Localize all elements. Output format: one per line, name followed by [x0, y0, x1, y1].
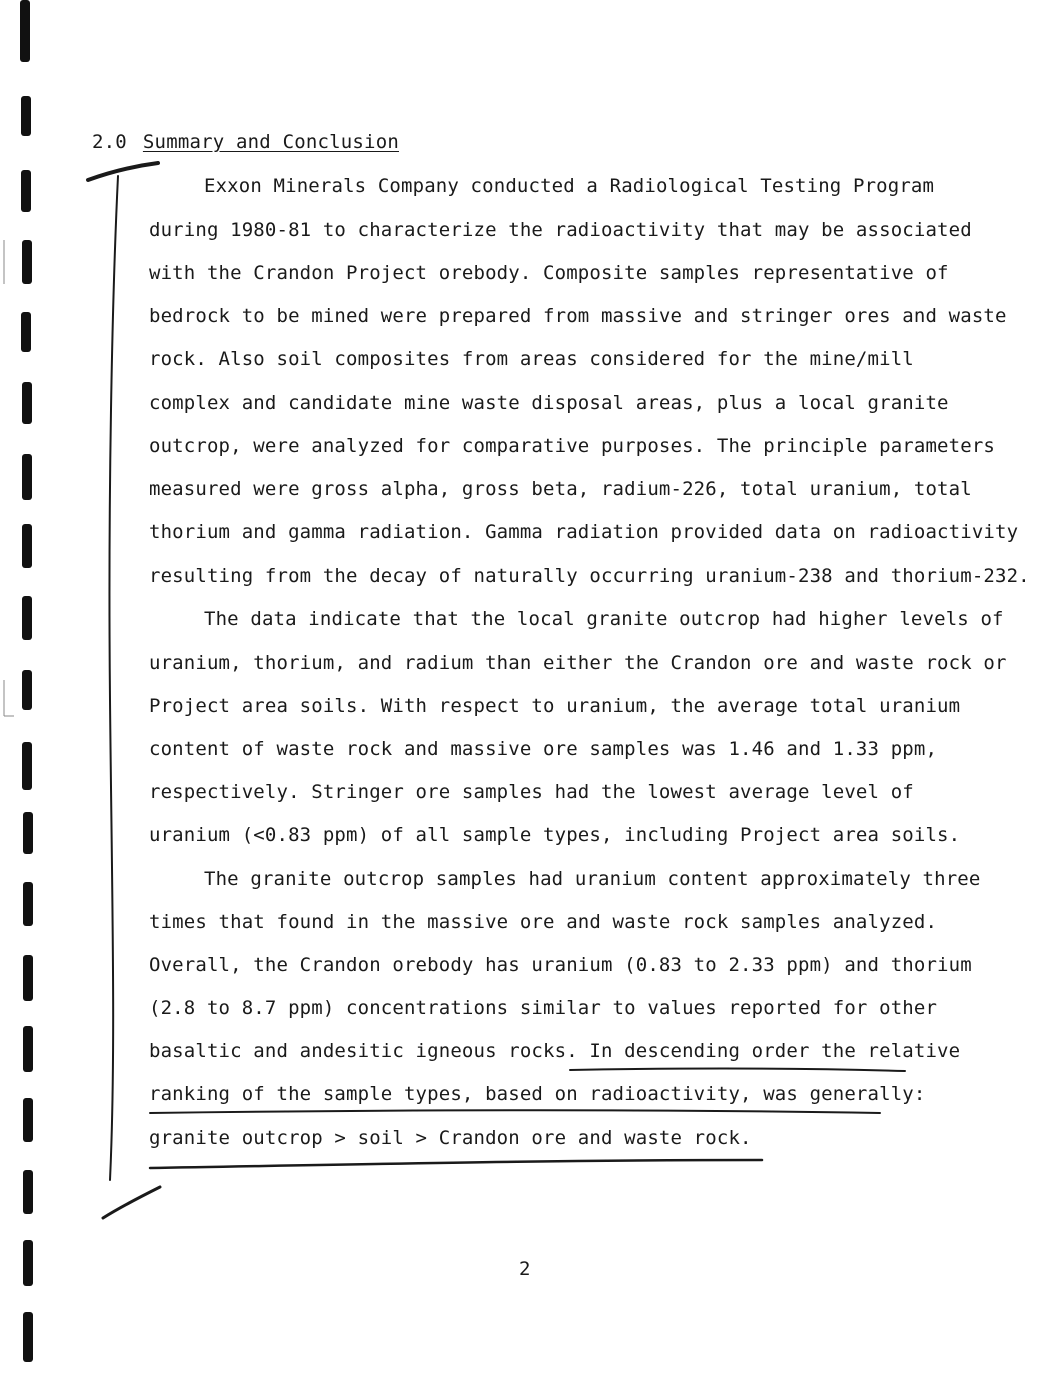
paragraph-line: uranium (<0.83 ppm) of all sample types, including Project area soils. — [149, 824, 961, 846]
paragraph-line: Overall, the Crandon orebody has uranium (0.83 to 2.33 ppm) and thorium — [149, 954, 972, 976]
paragraph-line: rock. Also soil composites from areas considered for the mine/mill — [149, 348, 914, 370]
paragraph-line: Project area soils. With respect to uranium, the average total uranium — [149, 695, 961, 717]
paragraph-line: ranking of the sample types, based on radioactivity, was generally: — [149, 1083, 926, 1105]
paragraph-line: basaltic and andesitic igneous rocks. In descending order the relative — [149, 1040, 961, 1062]
paragraph-line: bedrock to be mined were prepared from massive and stringer ores and waste — [149, 305, 1007, 327]
paragraph-line: uranium, thorium, and radium than either the Crandon ore and waste rock or — [149, 652, 1007, 674]
paragraph-line: times that found in the massive ore and waste rock samples analyzed. — [149, 911, 938, 933]
paragraph-line: resulting from the decay of naturally occurring uranium-238 and thorium-232. — [149, 565, 1030, 587]
paragraph-line: content of waste rock and massive ore samples was 1.46 and 1.33 ppm, — [149, 738, 938, 760]
paragraph-line: The data indicate that the local granite outcrop had higher levels of — [204, 608, 1004, 630]
paragraph-line: measured were gross alpha, gross beta, radium-226, total uranium, total — [149, 478, 972, 500]
section-heading — [92, 131, 399, 153]
section-title: Summary and Conclusion — [142, 131, 399, 153]
paragraph-line: complex and candidate mine waste disposal areas, plus a local granite — [149, 392, 949, 414]
paragraph-line: The granite outcrop samples had uranium content approximately three — [204, 868, 981, 890]
paragraph-line: outcrop, were analyzed for comparative purposes. The principle parameters — [149, 435, 995, 457]
paragraph-line: during 1980-81 to characterize the radioactivity that may be associated — [149, 219, 972, 241]
binder-marks — [0, 0, 60, 1380]
paragraph-line: thorium and gamma radiation. Gamma radiation provided data on radioactivity — [149, 521, 1019, 543]
section-number: 2.0 — [92, 131, 127, 153]
page-number: 2 — [519, 1258, 531, 1280]
paragraph-line: respectively. Stringer ore samples had the lowest average level of — [149, 781, 914, 803]
paragraph-line: granite outcrop > soil > Crandon ore and waste rock. — [149, 1127, 752, 1149]
paragraph-line: with the Crandon Project orebody. Composite samples representative of — [149, 262, 949, 284]
paragraph-line: Exxon Minerals Company conducted a Radiological Testing Program — [204, 175, 935, 197]
paragraph-line: (2.8 to 8.7 ppm) concentrations similar to values reported for other — [149, 997, 938, 1019]
